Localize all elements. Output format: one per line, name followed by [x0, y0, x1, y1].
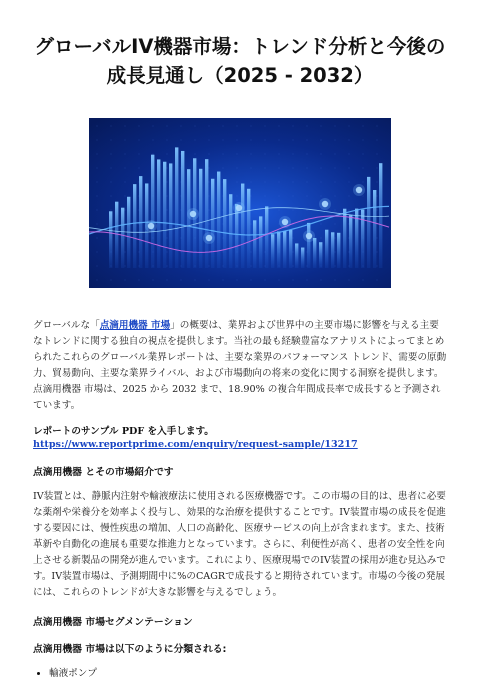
grid-dot: [153, 280, 154, 281]
hero-bar: [217, 172, 220, 268]
grid-dot: [251, 252, 252, 253]
grid-dot: [293, 168, 294, 169]
grid-dot: [293, 210, 294, 211]
grid-dot: [335, 168, 336, 169]
grid-dot: [167, 140, 168, 141]
grid-dot: [293, 252, 294, 253]
hero-bar: [325, 230, 328, 268]
grid-dot: [195, 126, 196, 127]
grid-dot: [265, 168, 266, 169]
grid-dot: [111, 182, 112, 183]
grid-dot: [251, 224, 252, 225]
grid-dot: [209, 210, 210, 211]
grid-dot: [349, 196, 350, 197]
grid-dot: [139, 280, 140, 281]
hero-bar: [343, 209, 346, 268]
hero-bar: [295, 243, 298, 268]
hero-bar: [277, 231, 280, 268]
grid-dot: [363, 196, 364, 197]
hero-bar: [223, 179, 226, 268]
grid-dot: [335, 238, 336, 239]
grid-dot: [279, 126, 280, 127]
grid-dot: [377, 168, 378, 169]
grid-dot: [209, 280, 210, 281]
grid-dot: [209, 154, 210, 155]
grid-dot: [265, 126, 266, 127]
grid-dot: [377, 154, 378, 155]
hero-bar: [247, 189, 250, 268]
grid-dot: [377, 280, 378, 281]
grid-dot: [223, 140, 224, 141]
grid-dot: [335, 126, 336, 127]
list-item: • 輸液ポンプ: [49, 667, 448, 679]
hero-bar: [373, 190, 376, 268]
grid-dot: [251, 140, 252, 141]
intro-paragraph: グローバルな「点滴用機器 市場」の概要は、業界および世界中の主要市場に影響を与える主要なトレンドに関する独自の視点を提供します。当社の最も経験豊富なアナリストによってまとめられたこれらのグローバル業界レポートは、主要な業界のパフォーマンス トレンド、需要の原動力、貿易動向、主要な業界ライバル、および市場動向の将来の変化に関する洞察を提供します。点滴用機器 市場は、2025 から 2032 まで、18.90% の複合年間成長率で成長すると予測されています。: [33, 320, 447, 411]
grid-dot: [125, 182, 126, 183]
grid-dot: [195, 140, 196, 141]
grid-dot: [251, 238, 252, 239]
grid-dot: [125, 238, 126, 239]
grid-dot: [349, 154, 350, 155]
grid-dot: [349, 182, 350, 183]
grid-dot: [167, 210, 168, 211]
grid-dot: [321, 168, 322, 169]
grid-dot: [223, 154, 224, 155]
section-heading-intro: 点滴用機器 とその市場紹介です: [33, 467, 174, 478]
grid-dot: [349, 168, 350, 169]
hero-bar: [199, 169, 202, 268]
grid-dot: [265, 182, 266, 183]
grid-dot: [209, 140, 210, 141]
grid-dot: [153, 154, 154, 155]
section-intro-paragraph: IV装置とは、静脈内注射や輸液療法に使用される医療機器です。この市場の目的は、患者に必要な薬剤や栄養分を効率よく投与し、効果的な治療を提供することです。IV装置市場の成長を促進する要因には、慢性疾患の増加、人口の高齢化、医療サービスの向上が含まれます。また、技術革新や自動化の進展も重要な推進力となっています。さらに、利便性が高く、患者の安全性を向上させる新製品の開発が進んでいます。これにより、医療現場でのIV装置の採用が進む見込みです。IV装置市場は、予測期間中に%のCAGRで成長すると期待されています。市場の今後の発展には、これらのトレンドが大きな影響を与えるでしょう。: [33, 491, 446, 598]
hero-bar: [313, 238, 316, 268]
grid-dot: [293, 238, 294, 239]
grid-dot: [293, 140, 294, 141]
grid-dot: [237, 280, 238, 281]
grid-dot: [125, 210, 126, 211]
grid-dot: [321, 238, 322, 239]
grid-dot: [237, 126, 238, 127]
grid-dot: [335, 266, 336, 267]
grid-dot: [307, 140, 308, 141]
grid-dot: [125, 252, 126, 253]
grid-dot: [97, 140, 98, 141]
grid-dot: [111, 126, 112, 127]
grid-dot: [279, 168, 280, 169]
grid-dot: [223, 168, 224, 169]
hero-bar: [253, 220, 256, 268]
grid-dot: [335, 224, 336, 225]
grid-dot: [279, 140, 280, 141]
grid-dot: [111, 154, 112, 155]
hero-node-glow: [303, 230, 315, 242]
hero-node-glow: [353, 184, 365, 196]
grid-dot: [335, 182, 336, 183]
hero-bar: [259, 216, 262, 268]
grid-dot: [307, 196, 308, 197]
grid-dot: [293, 182, 294, 183]
hero-bar: [349, 215, 352, 268]
grid-dot: [265, 280, 266, 281]
grid-dot: [167, 280, 168, 281]
grid-dot: [209, 224, 210, 225]
grid-dot: [363, 154, 364, 155]
grid-dot: [377, 252, 378, 253]
hero-node-glow: [319, 198, 331, 210]
grid-dot: [237, 140, 238, 141]
grid-dot: [139, 168, 140, 169]
grid-dot: [223, 126, 224, 127]
hero-bar: [169, 163, 172, 268]
grid-dot: [293, 154, 294, 155]
grid-dot: [377, 140, 378, 141]
hero-bar: [319, 242, 322, 268]
page-title: [20, 32, 460, 90]
grid-dot: [321, 154, 322, 155]
grid-dot: [153, 140, 154, 141]
grid-dot: [363, 168, 364, 169]
grid-dot: [237, 154, 238, 155]
grid-dot: [195, 154, 196, 155]
grid-dot: [97, 154, 98, 155]
grid-dot: [237, 196, 238, 197]
grid-dot: [335, 140, 336, 141]
title-line-1: グローバルIV機器市場：トレンド分析と今後の: [34, 35, 446, 58]
grid-dot: [125, 126, 126, 127]
hero-bar: [355, 209, 358, 268]
grid-dot: [377, 196, 378, 197]
grid-dot: [251, 154, 252, 155]
sample-label: レポートのサンプル PDF を入手します。: [33, 426, 214, 437]
grid-dot: [237, 168, 238, 169]
grid-dot: [97, 238, 98, 239]
hero-bar: [121, 208, 124, 268]
hero-bar: [271, 234, 274, 268]
grid-dot: [335, 196, 336, 197]
grid-dot: [279, 280, 280, 281]
grid-dot: [321, 126, 322, 127]
grid-dot: [181, 126, 182, 127]
grid-dot: [181, 140, 182, 141]
hero-bar: [307, 223, 310, 268]
hero-bar: [361, 210, 364, 268]
grid-dot: [363, 280, 364, 281]
grid-dot: [167, 238, 168, 239]
grid-dot: [125, 154, 126, 155]
grid-dot: [97, 182, 98, 183]
grid-dot: [307, 210, 308, 211]
grid-dot: [97, 266, 98, 267]
hero-chart-graphic: [89, 118, 391, 288]
grid-dot: [279, 154, 280, 155]
sample-link[interactable]: https://www.reportprime.com/enquiry/request-sample/13217: [33, 439, 358, 450]
grid-dot: [335, 154, 336, 155]
hero-node-glow: [203, 232, 215, 244]
grid-dot: [293, 126, 294, 127]
grid-dot: [279, 182, 280, 183]
hero-node-glow: [279, 216, 291, 228]
grid-dot: [209, 168, 210, 169]
grid-dot: [321, 196, 322, 197]
article-body: [33, 318, 448, 679]
grid-dot: [209, 196, 210, 197]
section-heading-types: 点滴用機器 市場は以下のように分類される:: [33, 644, 227, 655]
grid-dot: [265, 154, 266, 155]
hero-bar: [115, 202, 118, 268]
grid-dot: [97, 196, 98, 197]
grid-dot: [321, 182, 322, 183]
grid-dot: [321, 210, 322, 211]
sample-request: [33, 425, 448, 451]
grid-dot: [97, 126, 98, 127]
grid-dot: [111, 140, 112, 141]
hero-bar: [379, 163, 382, 268]
grid-dot: [181, 280, 182, 281]
section-heading-segmentation: 点滴用機器 市場セグメンテーション: [33, 617, 193, 628]
grid-dot: [97, 224, 98, 225]
grid-dot: [307, 168, 308, 169]
hero-node-glow: [145, 220, 157, 232]
grid-dot: [97, 168, 98, 169]
grid-dot: [349, 280, 350, 281]
grid-dot: [251, 280, 252, 281]
hero-bar: [289, 230, 292, 268]
grid-dot: [153, 126, 154, 127]
hero-bar: [265, 206, 268, 268]
grid-dot: [349, 140, 350, 141]
grid-dot: [265, 196, 266, 197]
grid-dot: [125, 266, 126, 267]
grid-dot: [265, 140, 266, 141]
type-list: [33, 667, 448, 679]
grid-dot: [125, 196, 126, 197]
grid-dot: [307, 280, 308, 281]
hero-image: [89, 118, 391, 288]
grid-dot: [209, 266, 210, 267]
grid-dot: [97, 252, 98, 253]
grid-dot: [363, 140, 364, 141]
grid-dot: [125, 168, 126, 169]
grid-dot: [167, 168, 168, 169]
grid-dot: [377, 126, 378, 127]
hero-bar: [157, 159, 160, 268]
grid-dot: [349, 210, 350, 211]
grid-dot: [251, 126, 252, 127]
grid-dot: [321, 140, 322, 141]
grid-dot: [349, 126, 350, 127]
hero-bar: [301, 248, 304, 268]
grid-dot: [307, 154, 308, 155]
grid-dot: [209, 126, 210, 127]
grid-dot: [321, 280, 322, 281]
hero-bar: [151, 155, 154, 268]
grid-dot: [167, 126, 168, 127]
grid-dot: [321, 224, 322, 225]
grid-dot: [251, 196, 252, 197]
grid-dot: [363, 182, 364, 183]
grid-dot: [335, 280, 336, 281]
grid-dot: [377, 210, 378, 211]
grid-dot: [111, 280, 112, 281]
grid-dot: [167, 182, 168, 183]
grid-dot: [139, 126, 140, 127]
grid-dot: [377, 238, 378, 239]
grid-dot: [167, 154, 168, 155]
grid-dot: [251, 266, 252, 267]
hero-bar: [337, 233, 340, 268]
grid-dot: [167, 266, 168, 267]
grid-dot: [237, 182, 238, 183]
grid-dot: [195, 280, 196, 281]
hero-node-glow: [233, 202, 245, 214]
hero-bar: [229, 194, 232, 268]
grid-dot: [111, 168, 112, 169]
hero-bar: [133, 184, 136, 268]
keyword-link[interactable]: 点滴用機器 市場: [99, 320, 171, 331]
grid-dot: [279, 210, 280, 211]
hero-bar: [163, 162, 166, 268]
grid-dot: [377, 266, 378, 267]
hero-node-glow: [187, 208, 199, 220]
grid-dot: [167, 196, 168, 197]
grid-dot: [279, 196, 280, 197]
grid-dot: [335, 210, 336, 211]
grid-dot: [223, 280, 224, 281]
grid-dot: [293, 266, 294, 267]
grid-dot: [125, 140, 126, 141]
grid-dot: [307, 126, 308, 127]
grid-dot: [97, 210, 98, 211]
grid-dot: [97, 280, 98, 281]
title-line-2: 成長見通し（2025 - 2032）: [106, 64, 374, 87]
grid-dot: [111, 210, 112, 211]
grid-dot: [307, 182, 308, 183]
grid-dot: [251, 168, 252, 169]
grid-dot: [209, 182, 210, 183]
grid-dot: [111, 196, 112, 197]
hero-bar: [109, 211, 112, 268]
grid-dot: [363, 126, 364, 127]
hero-bar: [367, 177, 370, 268]
grid-dot: [335, 252, 336, 253]
grid-dot: [167, 252, 168, 253]
grid-dot: [377, 182, 378, 183]
grid-dot: [139, 154, 140, 155]
grid-dot: [293, 196, 294, 197]
hero-bar: [283, 231, 286, 268]
grid-dot: [251, 182, 252, 183]
grid-dot: [293, 280, 294, 281]
hero-bar: [211, 179, 214, 268]
hero-bar: [241, 184, 244, 268]
hero-bar: [331, 232, 334, 268]
grid-dot: [125, 280, 126, 281]
grid-dot: [139, 140, 140, 141]
